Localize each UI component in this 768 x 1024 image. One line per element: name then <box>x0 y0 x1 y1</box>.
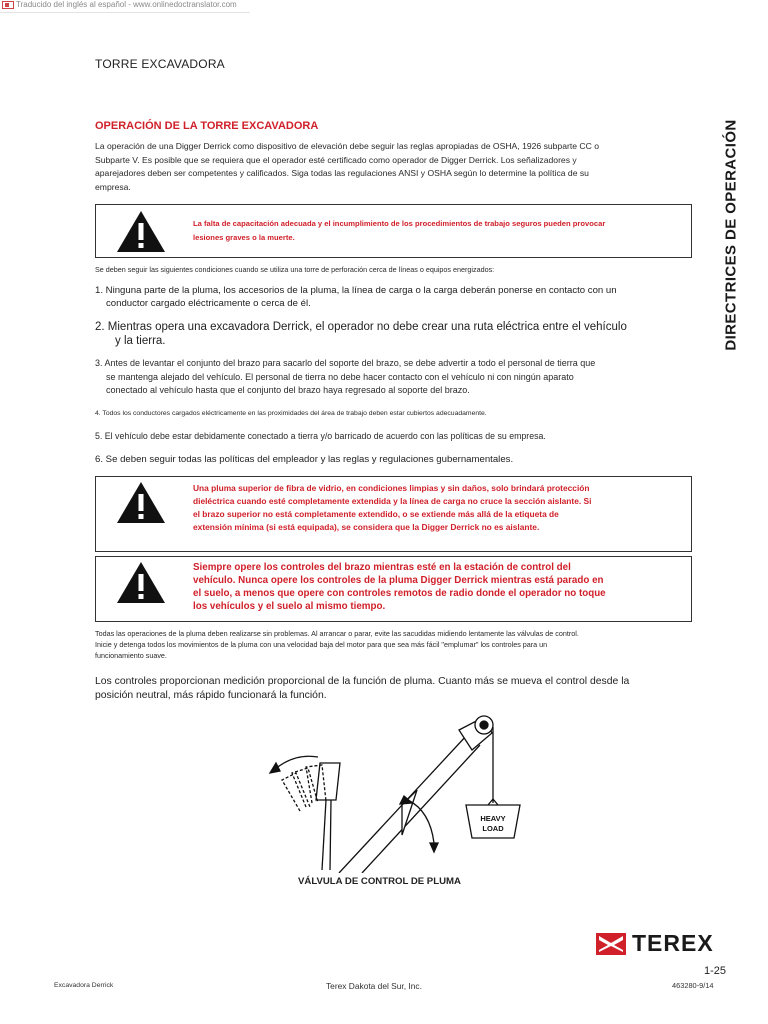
proportional-paragraph: Los controles proporcionan medición proporcional de la función de pluma. Cuanto más se mueva el control desde la posición neutral, más rápido funcionará la función. <box>95 676 630 701</box>
side-section-title: DIRECTRICES DE OPERACIÓN <box>722 119 740 351</box>
warning-triangle-icon <box>116 481 166 524</box>
intro-paragraph: La operación de una Digger Derrick como dispositivo de elevación debe seguir las reglas apropiadas de OSHA, 1926 subparte CC o Subparte V. Es posible que se requiera que el operador esté certificado como operador de Digger Derrick. Los señalizadores y aparejadores deben ser competentes y calificados. Siga todas las regulaciones ANSI y OSHA según lo determine la política de su empresa. <box>95 141 599 192</box>
list-item: 2. Mientras opera una excavadora Derrick, el operador no debe crear una ruta eléctrica entre el vehículo y la tierra. <box>95 321 627 347</box>
figure-caption: VÁLVULA DE CONTROL DE PLUMA <box>298 876 461 887</box>
banner-text: Traducido del inglés al español - www.onlinedoctranslator.com <box>16 0 237 9</box>
boom-control-valve-figure <box>262 705 532 873</box>
conditions-intro: Se deben seguir las siguientes condiciones cuando se utiliza una torre de perforación cerca de líneas o equipos energizados: <box>95 265 495 274</box>
warning-triangle-icon <box>116 210 166 253</box>
control-lever-drawing <box>270 756 340 870</box>
terex-logo <box>596 930 714 957</box>
warning-triangle-icon <box>116 561 166 604</box>
banner-divider <box>0 12 250 13</box>
footer-doc-number: 463280-9/14 <box>672 981 714 990</box>
list-item: 5. El vehículo debe estar debidamente conectado a tierra y/o barricado de acuerdo con las políticas de su empresa. <box>95 431 546 441</box>
footer-left: Excavadora Derrick <box>54 982 114 989</box>
terex-brand-icon <box>596 933 626 955</box>
load-label-line2: LOAD <box>482 824 504 833</box>
footer-center: Terex Dakota del Sur, Inc. <box>326 981 422 991</box>
warning-box-controls <box>95 556 692 622</box>
load-label-line1: HEAVY <box>480 814 506 823</box>
warning-box-training <box>95 204 692 258</box>
page-header: TORRE EXCAVADORA <box>95 57 225 71</box>
warning-text: La falta de capacitación adecuada y el incumplimiento de los procedimientos de trabajo seguros pueden provocar lesiones graves o la muerte. <box>193 219 606 242</box>
list-item: 3. Antes de levantar el conjunto del brazo para sacarlo del soporte del brazo, se debe advertir a todo el personal de tierra que se mantenga alejado del vehículo. El personal de tierra no debe hacer contacto con el vehículo ni con ningún aparato conectado al vehículo hasta que el conjunto del brazo haya regresado al soporte del brazo. <box>95 358 596 395</box>
warning-text: Una pluma superior de fibra de vidrio, en condiciones limpias y sin daños, solo brindará protección dieléctrica cuando esté completamente extendida y la línea de carga no cruce la sección aislante. Si el brazo superior no está completamente extendido, o se extiende más allá de la etiqueta de extensión mínima (si está equipada), se considera que la Digger Derrick no es aislante. <box>193 483 592 532</box>
warning-text: Siempre opere los controles del brazo mientras esté en la estación de control del vehículo. Nunca opere los controles de la pluma Digger Derrick mientras está parado en el suelo, a menos que opere con controles remotos de radio donde el operador no toque los vehículos y el suelo al mismo tiempo. <box>193 562 606 612</box>
operations-paragraph: Todas las operaciones de la pluma deben realizarse sin problemas. Al arrancar o parar, evite las sacudidas midiendo lentamente las válvulas de control. Inicie y detenga todos los movimientos de la pluma con una velocidad baja del motor para que sea más fácil "emplumar" los controles para un funcionamiento suave. <box>95 629 579 660</box>
list-item: 6. Se deben seguir todas las políticas del empleador y las reglas y regulaciones gubernamentales. <box>95 454 514 465</box>
heavy-load-weight <box>466 799 520 838</box>
warning-box-fiberglass <box>95 476 692 552</box>
brand-name: TEREX <box>632 930 714 956</box>
list-item: 1. Ninguna parte de la pluma, los accesorios de la pluma, la línea de carga o la carga deberán ponerse en contacto con un conductor cargado eléctricamente o cerca de él. <box>95 285 617 309</box>
page-number: 1-25 <box>704 965 727 977</box>
section-title: OPERACIÓN DE LA TORRE EXCAVADORA <box>95 120 319 132</box>
translator-icon <box>2 1 14 9</box>
translation-banner[interactable] <box>2 0 237 9</box>
list-item: 4. Todos los conductores cargados eléctricamente en las proximidades del área de trabajo deben estar cubiertos adecuadamente. <box>95 410 487 417</box>
boom-drawing <box>339 716 493 873</box>
